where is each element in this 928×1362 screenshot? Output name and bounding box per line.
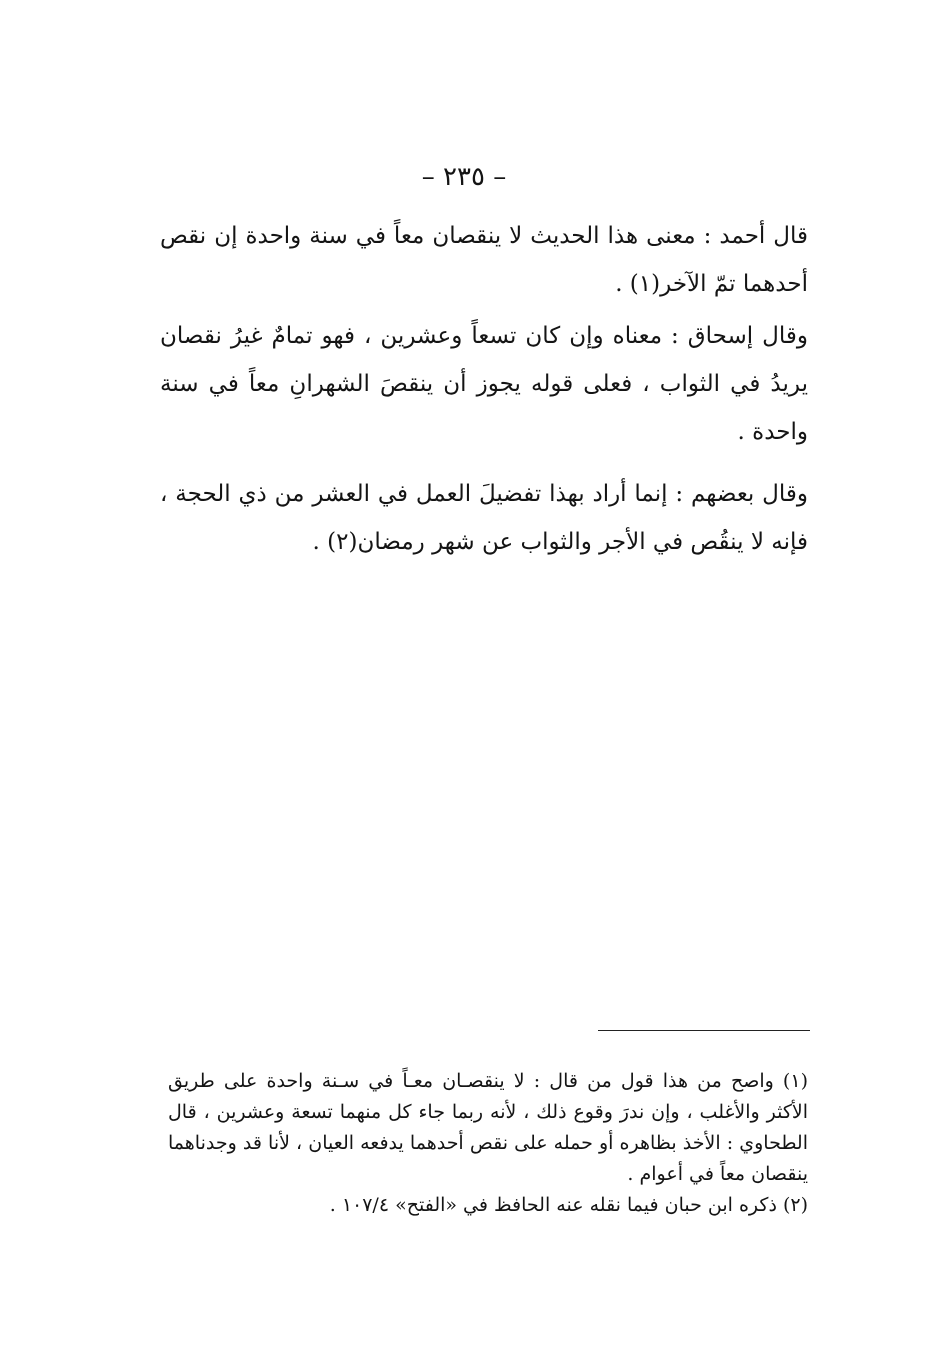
paragraph-others: وقال بعضهم : إنما أراد بهذا تفضيلَ العمل في العشر من ذي الحجة ، فإنه لا ينقُص في الأجر والثواب عن شهر رمضان(٢) . (160, 481, 808, 555)
footnote-separator (598, 1030, 810, 1031)
main-text (160, 212, 808, 566)
paragraph-ishaq: وقال إسحاق : معناه وإن كان تسعاً وعشرين ، فهو تمامٌ غيرُ نقصان يريدُ في الثواب ، فعلى قوله يجوز أن ينقصَ الشهرانِ معاً في سنة واحدة . (160, 323, 808, 445)
footnote-1: (١) واصح من هذا قول من قال : لا ينقصـان معـاً في سـنة واحدة على طريق الأكثر والأغلب ، وإن ندرَ وقوع ذلك ، لأنه ربما جاء كل منهما تسعة وعشرين ، قال الطحاوي : الأخذ بظاهره أو حمله على نقص أحدهما يدفعه العيان ، لأنا قد وجدناهما ينقصان معاً في أعوام . (168, 1070, 808, 1185)
footnotes (168, 1066, 808, 1221)
footnote-2: (٢) ذكره ابن حبان فيما نقله عنه الحافظ في «الفتح» ١٠٧/٤ . (329, 1194, 808, 1216)
page-number: – ٢٣٥ – (421, 162, 507, 192)
paragraph-ahmad: قال أحمد : معنى هذا الحديث لا ينقصان معاً في سنة واحدة إن نقص أحدهما تمّ الآخر(١) . (160, 223, 808, 297)
